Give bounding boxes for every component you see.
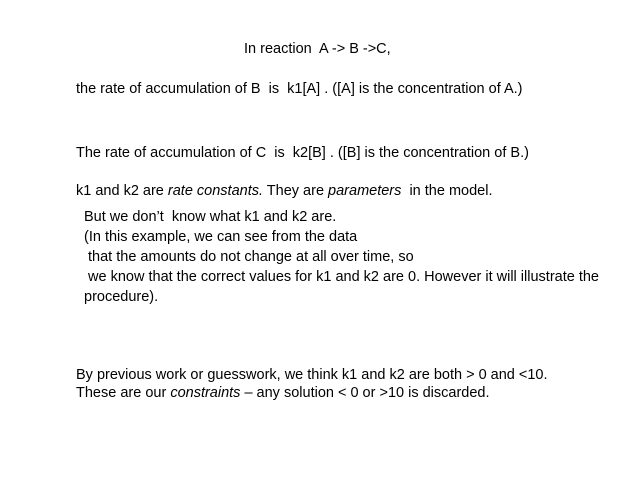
unknown-line-3: that the amounts do not change at all over time, so bbox=[84, 249, 414, 265]
rate-c-statement: The rate of accumulation of C is k2[B] . ([B] is the concentration of B.) bbox=[76, 145, 529, 161]
slide-title: In reaction A -> B ->C, bbox=[244, 41, 391, 57]
unknown-line-4: we know that the correct values for k1 and k2 are 0. However it will illustrate the bbox=[84, 269, 599, 285]
constraints-term: constraints bbox=[170, 385, 241, 401]
constraints-line-2 bbox=[76, 384, 490, 402]
constraints-prefix: These are our bbox=[76, 385, 171, 401]
unknown-line-5: procedure). bbox=[84, 289, 159, 305]
parameters-prefix: k1 and k2 are bbox=[76, 183, 168, 199]
constraints-suffix: – any solution < 0 or >10 is discarded. bbox=[240, 385, 490, 401]
parameters-term: parameters bbox=[328, 183, 402, 199]
rate-constants-term: rate constants. bbox=[167, 183, 264, 199]
parameters-middle: They are bbox=[263, 183, 329, 199]
constraints-line-1: By previous work or guesswork, we think k1 and k2 are both > 0 and <10. bbox=[76, 367, 548, 383]
rate-b-statement: the rate of accumulation of B is k1[A] . ([A] is the concentration of A.) bbox=[76, 81, 523, 97]
parameters-statement bbox=[76, 182, 492, 200]
parameters-suffix: in the model. bbox=[401, 183, 493, 199]
unknown-line-1: But we don’t know what k1 and k2 are. bbox=[84, 209, 337, 225]
unknown-line-2: (In this example, we can see from the data bbox=[84, 229, 358, 245]
